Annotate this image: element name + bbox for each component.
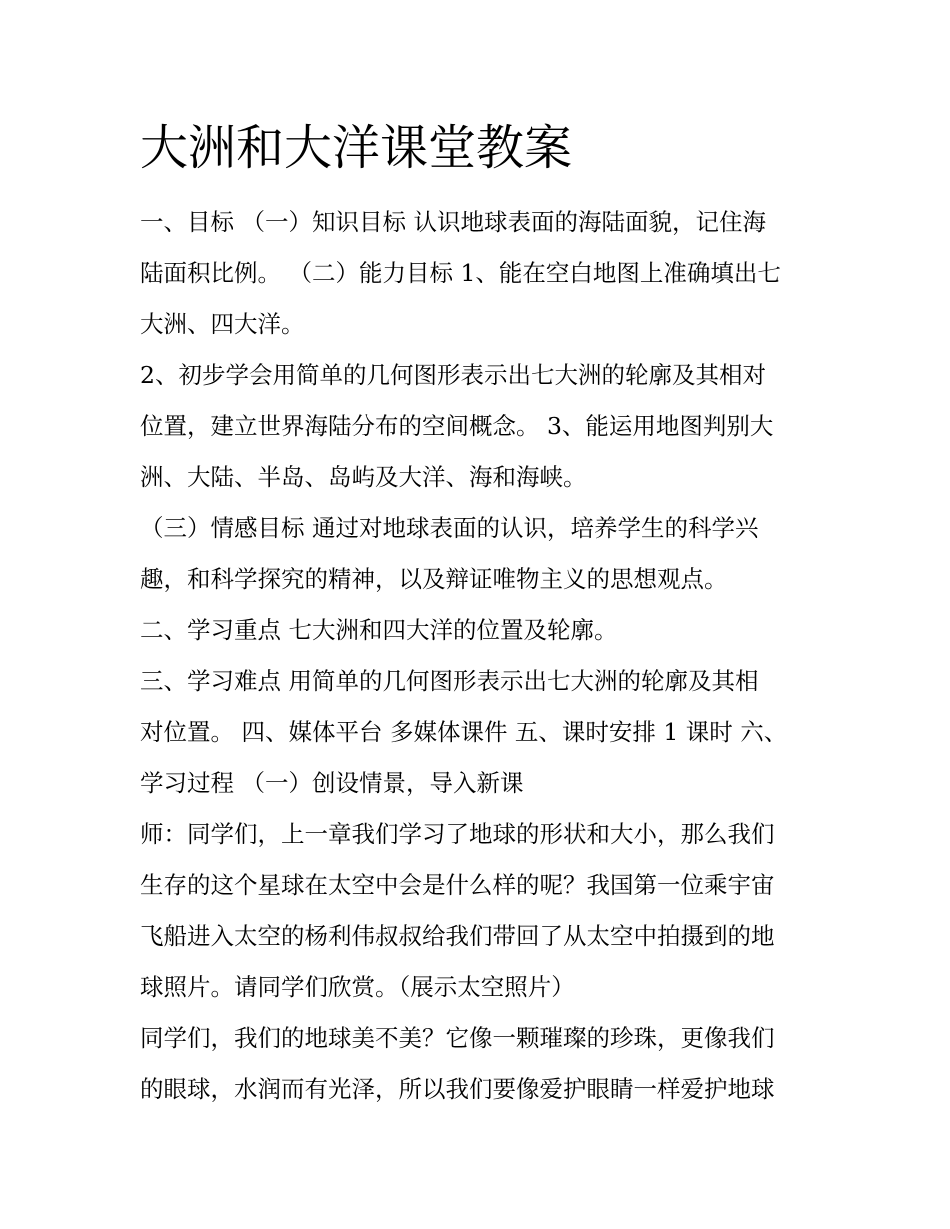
document-title: 大洲和大洋课堂教案 (140, 120, 573, 176)
text-line: 同学们，我们的地球美不美？它像一颗璀璨的珍珠，更像我们 (140, 1024, 775, 1052)
text-line: 洲、大陆、半岛、岛屿及大洋、海和海峡。 (140, 463, 587, 491)
text-line: 陆面积比例。 （二）能力目标 1、能在空白地图上准确填出七 (140, 259, 781, 287)
text-line: 的眼球，水润而有光泽，所以我们要像爱护眼睛一样爱护地球 (140, 1075, 775, 1103)
text-line: 二、学习重点 七大洲和四大洋的位置及轮廓。 (140, 616, 618, 644)
text-line: （三）情感目标 通过对地球表面的认识，培养学生的科学兴 (140, 514, 759, 542)
text-line: 生存的这个星球在太空中会是什么样的呢？我国第一位乘宇宙 (140, 871, 775, 899)
text-line: 飞船进入太空的杨利伟叔叔给我们带回了从太空中拍摄到的地 (140, 922, 775, 950)
text-line: 师：同学们，上一章我们学习了地球的形状和大小，那么我们 (140, 820, 775, 848)
text-line: 位置，建立世界海陆分布的空间概念。 3、能运用地图判别大 (140, 412, 774, 440)
text-line: 三、学习难点 用简单的几何图形表示出七大洲的轮廓及其相 (140, 667, 759, 695)
text-line: 学习过程 （一）创设情景，导入新课 (140, 769, 524, 797)
text-line: 大洲、四大洋。 (140, 310, 305, 338)
text-line: 趣，和科学探究的精神，以及辩证唯物主义的思想观点。 (140, 565, 728, 593)
text-line: 一、目标 （一）知识目标 认识地球表面的海陆面貌，记住海 (140, 208, 766, 236)
text-line: 球照片。请同学们欣赏。（展示太空照片） (140, 973, 575, 1001)
text-line: 2、初步学会用简单的几何图形表示出七大洲的轮廓及其相对 (140, 361, 766, 389)
text-line: 对位置。 四、媒体平台 多媒体课件 五、课时安排 1 课时 六、 (140, 718, 788, 746)
